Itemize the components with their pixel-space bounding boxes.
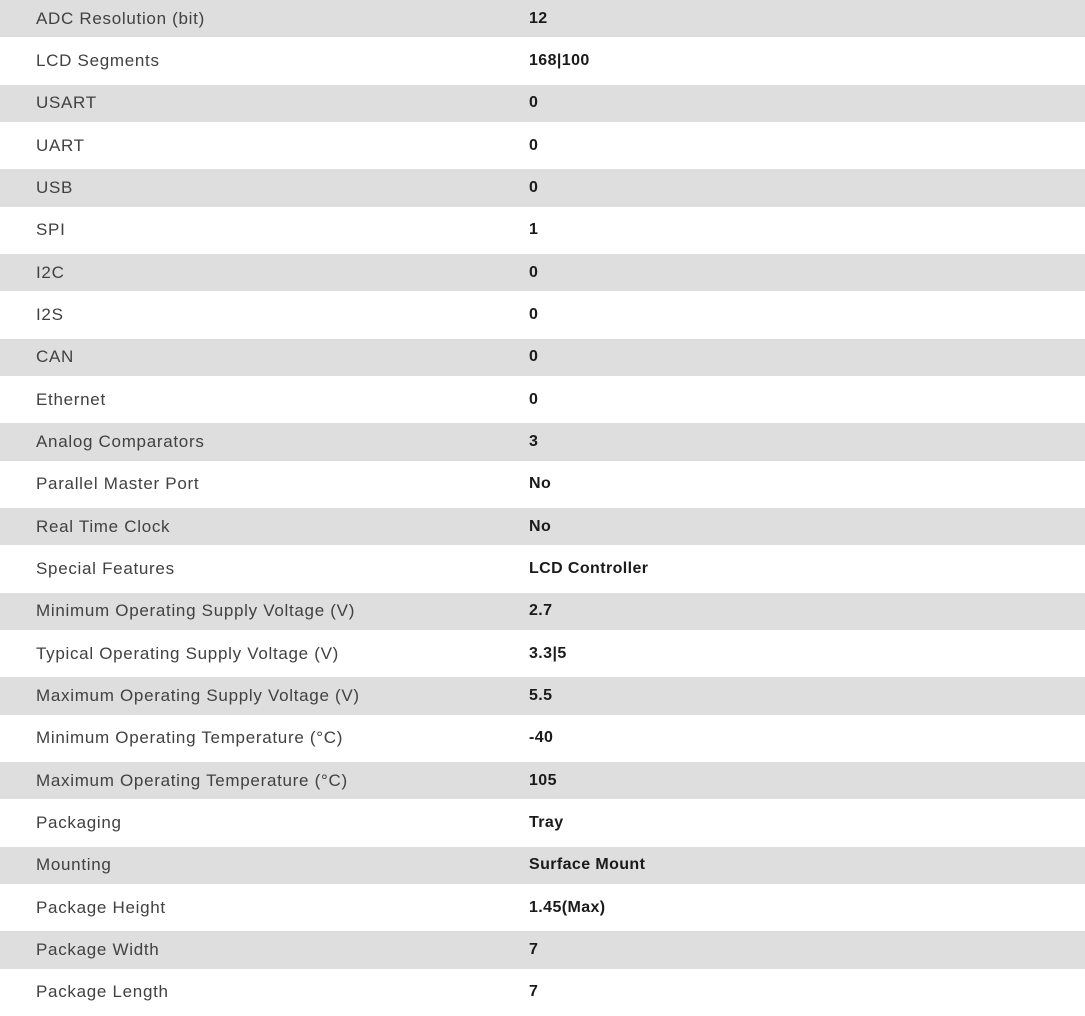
spec-row <box>0 42 1085 84</box>
spec-label: LCD Segments <box>36 50 160 70</box>
spec-row <box>0 677 1085 719</box>
spec-label: Typical Operating Supply Voltage (V) <box>36 643 340 663</box>
spec-label: Real Time Clock <box>36 516 171 536</box>
spec-label: CAN <box>36 347 74 367</box>
spec-value: 1 <box>529 221 539 239</box>
spec-row <box>0 635 1085 677</box>
spec-row <box>0 847 1085 889</box>
spec-label: I2C <box>36 262 65 282</box>
spec-label: USART <box>36 93 97 113</box>
spec-value: No <box>529 475 552 493</box>
spec-value: 3.3|5 <box>529 644 567 662</box>
spec-label: Package Height <box>36 897 166 917</box>
spec-label: SPI <box>36 220 66 240</box>
spec-row <box>0 720 1085 762</box>
spec-value: 105 <box>529 771 557 789</box>
spec-row <box>0 466 1085 508</box>
spec-row <box>0 212 1085 254</box>
spec-row <box>0 423 1085 465</box>
spec-value: 0 <box>529 305 539 323</box>
spec-row <box>0 127 1085 169</box>
spec-label: Package Length <box>36 982 169 1002</box>
spec-label: Package Width <box>36 939 160 959</box>
spec-label: Maximum Operating Temperature (°C) <box>36 770 348 790</box>
spec-value: 0 <box>529 136 539 154</box>
spec-label: Minimum Operating Temperature (°C) <box>36 728 344 748</box>
spec-value: Surface Mount <box>529 856 646 874</box>
spec-value: 5.5 <box>529 686 553 704</box>
spec-row <box>0 889 1085 931</box>
spec-label: Minimum Operating Supply Voltage (V) <box>36 601 356 621</box>
spec-label: Maximum Operating Supply Voltage (V) <box>36 685 360 705</box>
spec-value: 168|100 <box>529 51 590 69</box>
spec-label: Ethernet <box>36 389 106 409</box>
spec-value: 2.7 <box>529 602 553 620</box>
spec-row <box>0 593 1085 635</box>
spec-row <box>0 254 1085 296</box>
spec-row <box>0 508 1085 550</box>
spec-value: 0 <box>529 178 539 196</box>
spec-value: No <box>529 517 552 535</box>
spec-row <box>0 0 1085 42</box>
spec-label: Parallel Master Port <box>36 474 200 494</box>
spec-row <box>0 762 1085 804</box>
spec-value: 0 <box>529 390 539 408</box>
spec-row <box>0 804 1085 846</box>
spec-row <box>0 974 1085 1016</box>
spec-value: -40 <box>529 729 554 747</box>
spec-row <box>0 296 1085 338</box>
spec-row <box>0 931 1085 973</box>
spec-label: Special Features <box>36 558 175 578</box>
spec-label: Mounting <box>36 855 112 875</box>
spec-value: 0 <box>529 348 539 366</box>
spec-value: 0 <box>529 94 539 112</box>
spec-row <box>0 381 1085 423</box>
spec-label: USB <box>36 177 74 197</box>
spec-value: 3 <box>529 432 539 450</box>
spec-value: LCD Controller <box>529 559 649 577</box>
spec-value: Tray <box>529 813 564 831</box>
spec-value: 12 <box>529 9 548 27</box>
spec-row <box>0 550 1085 592</box>
spec-label: ADC Resolution (bit) <box>36 8 205 28</box>
spec-row <box>0 169 1085 211</box>
spec-row <box>0 339 1085 381</box>
spec-label: UART <box>36 135 85 155</box>
spec-label: I2S <box>36 304 64 324</box>
spec-row <box>0 85 1085 127</box>
spec-value: 0 <box>529 263 539 281</box>
spec-label: Packaging <box>36 812 122 832</box>
spec-value: 7 <box>529 983 539 1001</box>
spec-value: 7 <box>529 940 539 958</box>
spec-value: 1.45(Max) <box>529 898 606 916</box>
spec-label: Analog Comparators <box>36 431 205 451</box>
